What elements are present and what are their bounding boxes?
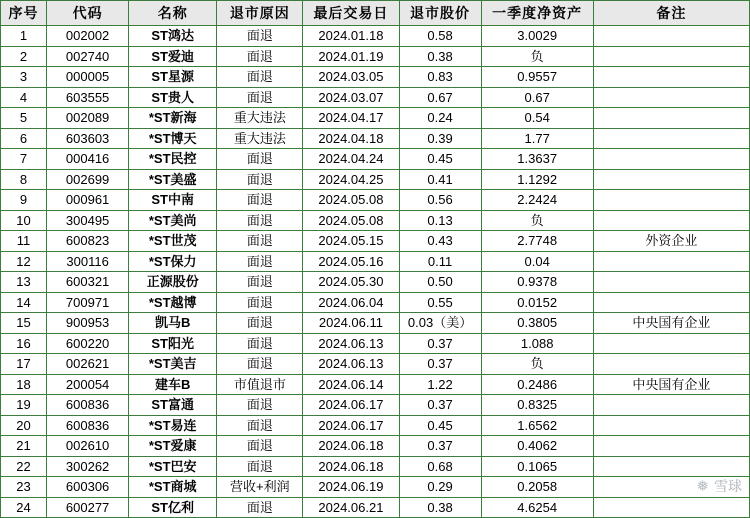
cell-reason: 面退 — [217, 190, 303, 211]
cell-code: 700971 — [47, 292, 129, 313]
cell-last-trade-date: 2024.03.07 — [303, 87, 399, 108]
cell-index: 24 — [1, 497, 47, 518]
table-row — [1, 456, 750, 477]
cell-remark: 中央国有企业 — [593, 374, 749, 395]
table-row — [1, 149, 750, 170]
cell-delist-price: 0.38 — [399, 46, 481, 67]
table-row — [1, 108, 750, 129]
cell-code: 002621 — [47, 354, 129, 375]
cell-index: 23 — [1, 477, 47, 498]
cell-name: 建车B — [129, 374, 217, 395]
cell-remark — [593, 333, 749, 354]
cell-reason: 面退 — [217, 436, 303, 457]
cell-index: 6 — [1, 128, 47, 149]
cell-code: 603555 — [47, 87, 129, 108]
cell-net-asset: 3.0029 — [481, 26, 593, 47]
cell-net-asset: 0.9378 — [481, 272, 593, 293]
cell-last-trade-date: 2024.05.30 — [303, 272, 399, 293]
cell-name: ST富通 — [129, 395, 217, 416]
cell-last-trade-date: 2024.06.17 — [303, 395, 399, 416]
cell-delist-price: 0.37 — [399, 436, 481, 457]
cell-remark — [593, 210, 749, 231]
cell-last-trade-date: 2024.06.17 — [303, 415, 399, 436]
cell-delist-price: 0.67 — [399, 87, 481, 108]
cell-last-trade-date: 2024.04.17 — [303, 108, 399, 129]
table-row — [1, 210, 750, 231]
cell-code: 002089 — [47, 108, 129, 129]
cell-code: 200054 — [47, 374, 129, 395]
cell-index: 4 — [1, 87, 47, 108]
cell-remark — [593, 46, 749, 67]
cell-index: 17 — [1, 354, 47, 375]
cell-last-trade-date: 2024.04.24 — [303, 149, 399, 170]
table-row — [1, 272, 750, 293]
cell-reason: 面退 — [217, 210, 303, 231]
cell-last-trade-date: 2024.01.19 — [303, 46, 399, 67]
cell-delist-price: 0.41 — [399, 169, 481, 190]
cell-code: 600220 — [47, 333, 129, 354]
header-cell-index: 序号 — [1, 1, 47, 26]
cell-reason: 面退 — [217, 251, 303, 272]
cell-name: *ST美尚 — [129, 210, 217, 231]
cell-remark — [593, 292, 749, 313]
cell-net-asset: 2.2424 — [481, 190, 593, 211]
cell-code: 002002 — [47, 26, 129, 47]
cell-name: ST阳光 — [129, 333, 217, 354]
table-row — [1, 231, 750, 252]
cell-net-asset: 0.54 — [481, 108, 593, 129]
cell-last-trade-date: 2024.04.18 — [303, 128, 399, 149]
cell-name: ST鸿达 — [129, 26, 217, 47]
cell-name: 凯马B — [129, 313, 217, 334]
cell-reason: 面退 — [217, 46, 303, 67]
header-row — [1, 1, 750, 26]
cell-reason: 面退 — [217, 415, 303, 436]
cell-index: 20 — [1, 415, 47, 436]
cell-name: *ST商城 — [129, 477, 217, 498]
cell-index: 8 — [1, 169, 47, 190]
cell-reason: 面退 — [217, 333, 303, 354]
cell-last-trade-date: 2024.05.15 — [303, 231, 399, 252]
cell-code: 002740 — [47, 46, 129, 67]
table-row — [1, 67, 750, 88]
cell-last-trade-date: 2024.06.18 — [303, 456, 399, 477]
cell-reason: 面退 — [217, 313, 303, 334]
cell-code: 000961 — [47, 190, 129, 211]
cell-delist-price: 0.83 — [399, 67, 481, 88]
cell-reason: 面退 — [217, 26, 303, 47]
cell-net-asset: 1.6562 — [481, 415, 593, 436]
table-row — [1, 87, 750, 108]
cell-name: *ST爱康 — [129, 436, 217, 457]
cell-delist-price: 0.37 — [399, 395, 481, 416]
cell-reason: 面退 — [217, 149, 303, 170]
table-row — [1, 128, 750, 149]
table-row — [1, 395, 750, 416]
cell-remark — [593, 497, 749, 518]
cell-code: 600277 — [47, 497, 129, 518]
header-cell-reason: 退市原因 — [217, 1, 303, 26]
cell-code: 002610 — [47, 436, 129, 457]
table-body — [1, 26, 750, 518]
cell-code: 300262 — [47, 456, 129, 477]
cell-delist-price: 0.37 — [399, 333, 481, 354]
table-row — [1, 436, 750, 457]
cell-index: 10 — [1, 210, 47, 231]
cell-last-trade-date: 2024.06.04 — [303, 292, 399, 313]
cell-code: 300116 — [47, 251, 129, 272]
cell-remark — [593, 149, 749, 170]
header-cell-code: 代码 — [47, 1, 129, 26]
cell-index: 2 — [1, 46, 47, 67]
cell-index: 14 — [1, 292, 47, 313]
cell-remark — [593, 395, 749, 416]
cell-name: *ST易连 — [129, 415, 217, 436]
cell-name: *ST美盛 — [129, 169, 217, 190]
cell-index: 22 — [1, 456, 47, 477]
cell-code: 000416 — [47, 149, 129, 170]
cell-name: *ST越博 — [129, 292, 217, 313]
cell-reason: 面退 — [217, 292, 303, 313]
cell-net-asset: 0.2486 — [481, 374, 593, 395]
cell-reason: 面退 — [217, 67, 303, 88]
cell-net-asset: 负 — [481, 354, 593, 375]
cell-net-asset: 4.6254 — [481, 497, 593, 518]
cell-reason: 面退 — [217, 395, 303, 416]
header-cell-remark: 备注 — [593, 1, 749, 26]
cell-delist-price: 0.58 — [399, 26, 481, 47]
cell-remark — [593, 67, 749, 88]
header-cell-net-asset: 一季度净资产 — [481, 1, 593, 26]
cell-remark — [593, 251, 749, 272]
cell-net-asset: 负 — [481, 46, 593, 67]
cell-reason: 面退 — [217, 169, 303, 190]
cell-remark — [593, 477, 749, 498]
header-cell-name: 名称 — [129, 1, 217, 26]
table-row — [1, 190, 750, 211]
cell-remark — [593, 87, 749, 108]
cell-remark — [593, 108, 749, 129]
cell-reason: 面退 — [217, 456, 303, 477]
cell-net-asset: 0.67 — [481, 87, 593, 108]
cell-last-trade-date: 2024.06.11 — [303, 313, 399, 334]
cell-reason: 面退 — [217, 497, 303, 518]
cell-last-trade-date: 2024.06.13 — [303, 333, 399, 354]
cell-remark — [593, 272, 749, 293]
cell-code: 900953 — [47, 313, 129, 334]
cell-index: 11 — [1, 231, 47, 252]
table-row — [1, 251, 750, 272]
table-row — [1, 354, 750, 375]
cell-name: *ST美吉 — [129, 354, 217, 375]
cell-delist-price: 0.38 — [399, 497, 481, 518]
cell-remark — [593, 415, 749, 436]
cell-index: 19 — [1, 395, 47, 416]
cell-last-trade-date: 2024.06.18 — [303, 436, 399, 457]
cell-last-trade-date: 2024.05.16 — [303, 251, 399, 272]
cell-net-asset: 0.1065 — [481, 456, 593, 477]
cell-last-trade-date: 2024.04.25 — [303, 169, 399, 190]
cell-delist-price: 0.68 — [399, 456, 481, 477]
cell-net-asset: 0.04 — [481, 251, 593, 272]
cell-net-asset: 负 — [481, 210, 593, 231]
header-cell-delist-price: 退市股价 — [399, 1, 481, 26]
cell-code: 603603 — [47, 128, 129, 149]
cell-remark: 中央国有企业 — [593, 313, 749, 334]
cell-name: *ST保力 — [129, 251, 217, 272]
cell-name: ST中南 — [129, 190, 217, 211]
cell-remark — [593, 169, 749, 190]
cell-code: 600306 — [47, 477, 129, 498]
snowflake-icon: ❅ — [696, 478, 709, 495]
cell-name: ST爱迪 — [129, 46, 217, 67]
cell-delist-price: 0.56 — [399, 190, 481, 211]
cell-net-asset: 1.77 — [481, 128, 593, 149]
cell-last-trade-date: 2024.05.08 — [303, 190, 399, 211]
watermark-brand: 雪球 — [714, 478, 742, 494]
table-row — [1, 497, 750, 518]
cell-delist-price: 0.11 — [399, 251, 481, 272]
cell-reason: 营收+利润 — [217, 477, 303, 498]
cell-index: 7 — [1, 149, 47, 170]
cell-delist-price: 0.43 — [399, 231, 481, 252]
cell-remark — [593, 436, 749, 457]
cell-code: 600321 — [47, 272, 129, 293]
cell-name: *ST新海 — [129, 108, 217, 129]
cell-delist-price: 0.37 — [399, 354, 481, 375]
cell-name: *ST世茂 — [129, 231, 217, 252]
cell-delist-price: 0.03（美） — [399, 313, 481, 334]
cell-delist-price: 0.45 — [399, 415, 481, 436]
cell-net-asset: 0.9557 — [481, 67, 593, 88]
cell-remark — [593, 456, 749, 477]
table-row — [1, 313, 750, 334]
cell-code: 600836 — [47, 415, 129, 436]
cell-delist-price: 0.24 — [399, 108, 481, 129]
cell-net-asset: 0.4062 — [481, 436, 593, 457]
cell-delist-price: 0.55 — [399, 292, 481, 313]
cell-last-trade-date: 2024.01.18 — [303, 26, 399, 47]
cell-last-trade-date: 2024.06.21 — [303, 497, 399, 518]
table-row — [1, 333, 750, 354]
cell-delist-price: 0.29 — [399, 477, 481, 498]
table-row — [1, 169, 750, 190]
cell-remark — [593, 26, 749, 47]
cell-net-asset: 1.1292 — [481, 169, 593, 190]
cell-net-asset: 1.3637 — [481, 149, 593, 170]
cell-delist-price: 0.39 — [399, 128, 481, 149]
cell-name: ST星源 — [129, 67, 217, 88]
cell-net-asset: 0.2058 — [481, 477, 593, 498]
cell-reason: 面退 — [217, 272, 303, 293]
cell-index: 15 — [1, 313, 47, 334]
cell-index: 12 — [1, 251, 47, 272]
cell-net-asset: 1.088 — [481, 333, 593, 354]
cell-remark — [593, 354, 749, 375]
cell-delist-price: 0.50 — [399, 272, 481, 293]
cell-remark — [593, 190, 749, 211]
cell-index: 1 — [1, 26, 47, 47]
cell-name: *ST民控 — [129, 149, 217, 170]
cell-name: 正源股份 — [129, 272, 217, 293]
cell-reason: 面退 — [217, 87, 303, 108]
cell-code: 600836 — [47, 395, 129, 416]
cell-reason: 面退 — [217, 231, 303, 252]
cell-index: 18 — [1, 374, 47, 395]
cell-index: 13 — [1, 272, 47, 293]
cell-net-asset: 2.7748 — [481, 231, 593, 252]
table-row — [1, 292, 750, 313]
cell-index: 5 — [1, 108, 47, 129]
cell-name: *ST巴安 — [129, 456, 217, 477]
cell-reason: 重大违法 — [217, 128, 303, 149]
cell-net-asset: 0.0152 — [481, 292, 593, 313]
cell-name: ST贵人 — [129, 87, 217, 108]
cell-reason: 面退 — [217, 354, 303, 375]
cell-reason: 市值退市 — [217, 374, 303, 395]
cell-index: 21 — [1, 436, 47, 457]
cell-code: 300495 — [47, 210, 129, 231]
cell-delist-price: 0.45 — [399, 149, 481, 170]
table-row — [1, 374, 750, 395]
cell-last-trade-date: 2024.05.08 — [303, 210, 399, 231]
cell-reason: 重大违法 — [217, 108, 303, 129]
cell-last-trade-date: 2024.03.05 — [303, 67, 399, 88]
cell-code: 600823 — [47, 231, 129, 252]
cell-remark: 外资企业 — [593, 231, 749, 252]
cell-remark — [593, 128, 749, 149]
cell-name: ST亿利 — [129, 497, 217, 518]
cell-last-trade-date: 2024.06.19 — [303, 477, 399, 498]
cell-index: 16 — [1, 333, 47, 354]
cell-code: 002699 — [47, 169, 129, 190]
table-row — [1, 415, 750, 436]
cell-last-trade-date: 2024.06.14 — [303, 374, 399, 395]
table-row — [1, 26, 750, 47]
table-row — [1, 477, 750, 498]
cell-net-asset: 0.8325 — [481, 395, 593, 416]
cell-net-asset: 0.3805 — [481, 313, 593, 334]
table-row — [1, 46, 750, 67]
header-cell-last-trade-date: 最后交易日 — [303, 1, 399, 26]
cell-index: 9 — [1, 190, 47, 211]
cell-index: 3 — [1, 67, 47, 88]
cell-code: 000005 — [47, 67, 129, 88]
table-header — [1, 1, 750, 26]
cell-name: *ST博天 — [129, 128, 217, 149]
cell-last-trade-date: 2024.06.13 — [303, 354, 399, 375]
cell-delist-price: 1.22 — [399, 374, 481, 395]
cell-delist-price: 0.13 — [399, 210, 481, 231]
